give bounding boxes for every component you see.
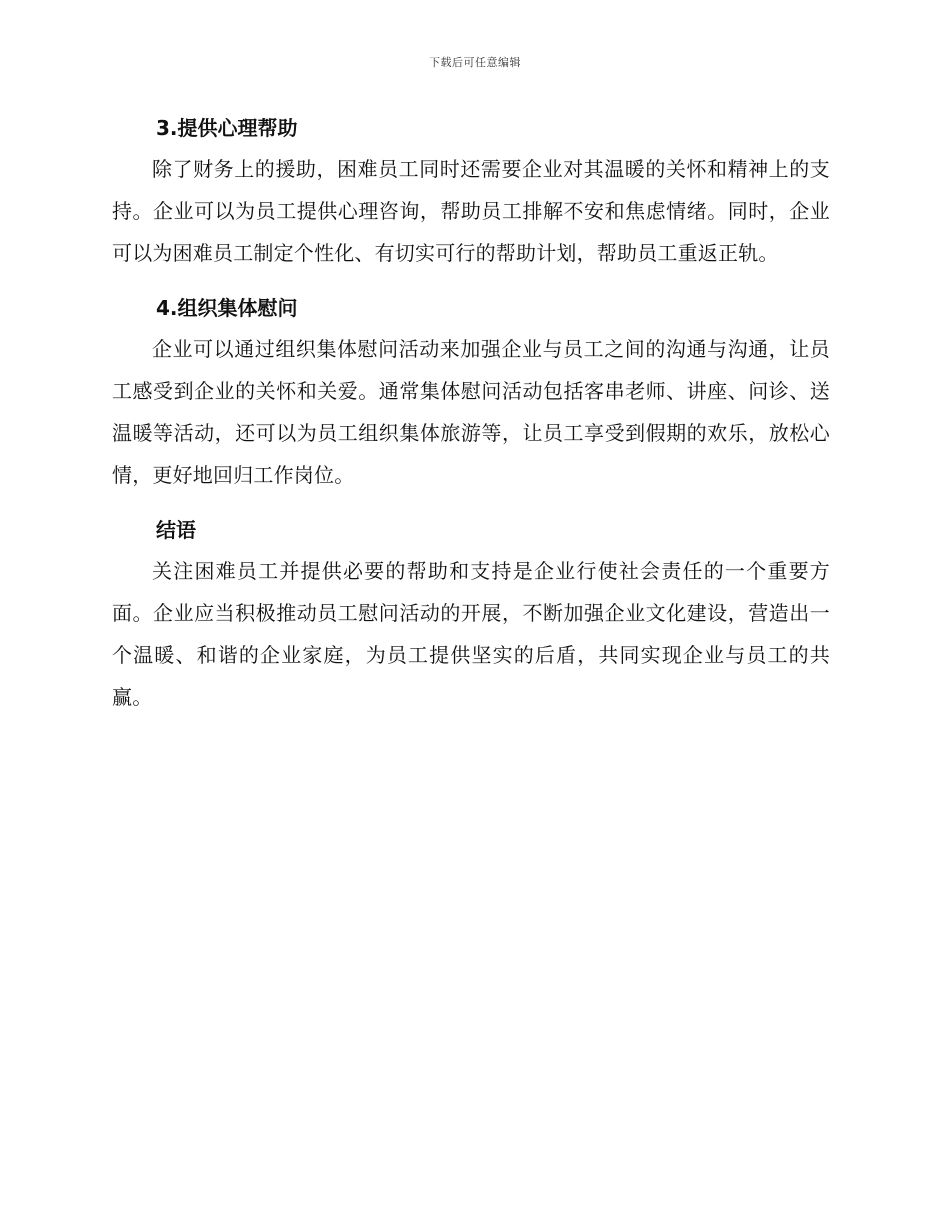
section-heading-psychological-help: 3.提供心理帮助 bbox=[156, 116, 298, 140]
section-paragraph-conclusion: 关注困难员工并提供必要的帮助和支持是企业行使社会责任的一个重要方面。企业应当积极推动员工慰问活动的开展，不断加强企业文化建设，营造出一个温暖、和谐的企业家庭，为员工提供坚实的后盾，共同实现企业与员工的共赢。 bbox=[112, 559, 830, 709]
document-body bbox=[112, 108, 830, 732]
section-paragraph-group-visit: 企业可以通过组织集体慰问活动来加强企业与员工之间的沟通与沟通，让员工感受到企业的关怀和关爱。通常集体慰问活动包括客串老师、讲座、问诊、送温暖等活动，还可以为员工组织集体旅游等，让员工享受到假期的欢乐，放松心情，更好地回归工作岗位。 bbox=[112, 337, 830, 487]
header-note: 下载后可任意编辑 bbox=[429, 56, 521, 69]
section-heading-conclusion: 结语 bbox=[156, 518, 196, 542]
section-paragraph-psychological-help: 除了财务上的援助，困难员工同时还需要企业对其温暖的关怀和精神上的支持。企业可以为员工提供心理咨询，帮助员工排解不安和焦虑情绪。同时，企业可以为困难员工制定个性化、有切实可行的帮助计划，帮助员工重返正轨。 bbox=[112, 157, 830, 265]
section-heading-group-visit: 4.组织集体慰问 bbox=[156, 296, 298, 320]
